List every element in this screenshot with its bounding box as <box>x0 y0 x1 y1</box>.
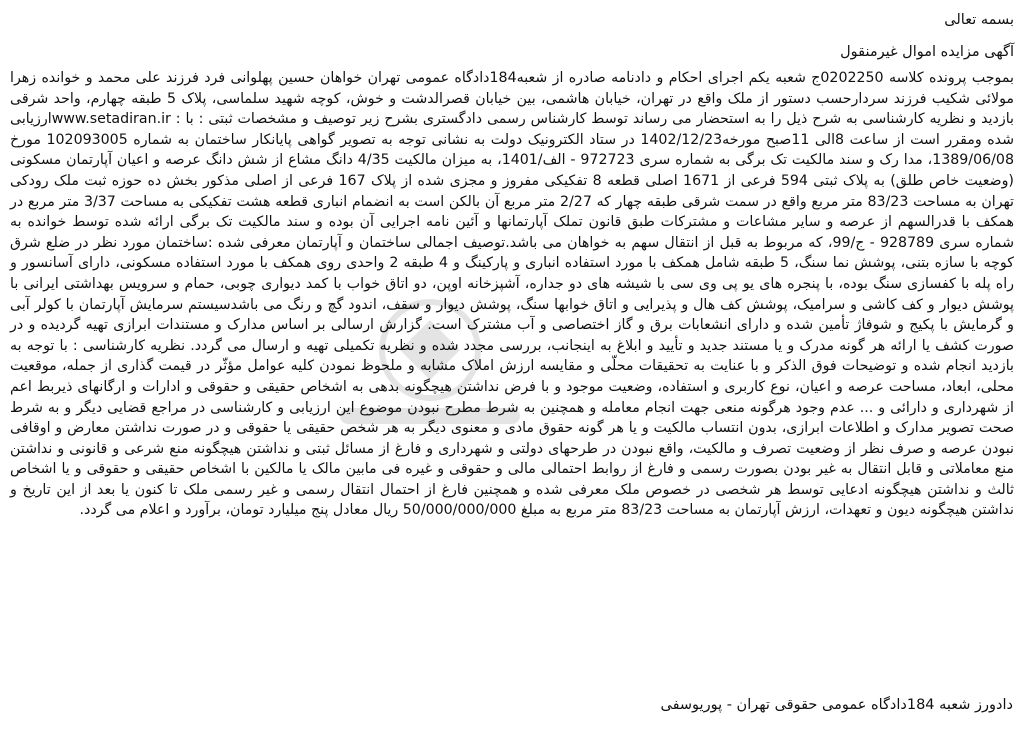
header-basmala: بسمه تعالی <box>944 12 1014 28</box>
notice-title: آگهی مزایده اموال غیرمنقول <box>840 44 1014 60</box>
signature-line: دادورز شعبه 184دادگاه عمومی حقوقی تهران - پوریوسفی <box>660 697 1013 713</box>
notice-body: بموجب پرونده کلاسه 0202250ج شعبه یکم اجرای احکام و دادنامه صادره از شعبه184دادگاه عمومی تهران خواهان حسین پهلوانی فرد فرزند علی محمد و خوانده زهرا مولائی شکیب فرزند سردارحسب دستور از ملک واقع در تهران، خیابان هاشمی، بین خیابان قصرالدشت و خوش، کوچه شهید سلماسی، پلاک 5 طبقه چهارم، واحد شرقی بازدید و نظریه کارشناسی به شرح ذیل را به استحضار می رساند توسط کارشناس رسمی دادگستری بشرح زیر توصیف و مشخصات ثبتی : با : www.setadiran.irارزیابی شده ومقرر است از ساعت 8الی 11صبح مورخه1402/12/23 در ستاد الکترونیک دولت به نشانی توجه به تصویر گواهی پایانکار ساختمان به شماره 102093005 مورخ 1389/06/08، مدا رک و سند مالکیت تک برگی به شماره سری 972723 - الف/1401، به میزان مالکیت 4/35 دانگ مشاع از شش دانگ عرصه و اعیان آپارتمان مسکونی (وضعیت خاص طلق) به پلاک ثبتی 594 فرعی از 1671 اصلی قطعه 8 تفکیکی مفروز و مجزی شده از پلاک 167 فرعی از اصلی مذکور بخش ده حوزه ثبت ملک رودکی تهران به مساحت 83/23 متر مربع واقع در سمت شرقی طبقه چهار که 2/27 متر مربع آن بالکن است به انضمام انباری قطعه هشت تفکیکی به مساحت 3/37 متر مربع در همکف با قدرالسهم از عرصه و سایر مشاعات و مشترکات طبق قانون تملک آپارتمانها و آئین نامه اجرایی آن بوده و سند مالکیت تک برگی ارائه شده توسط خوانده به شماره سری 928789 - ج/99، که مربوط به قبل از انتقال سهم به خواهان می باشد.توصیف اجمالی ساختمان و آپارتمان معرفی شده :ساختمان مورد نظر در ضلع شرق کوچه با سازه بتنی، پوشش نما سنگ، 5 طبقه شامل همکف با مورد استفاده انباری و پارکینگ و 4 طبقه 2 واحدی روی همکف با مورد استفاده مسکونی، دارای آسانسور و راه پله با کفسازی سنگ بوده، با پنجره های یو پی وی سی با شیشه های دو جداره، آشپزخانه اوپن، دو اتاق خواب با کمد دیواری چوبی، حمام و سرویس بهداشتی ایرانی با پوشش دیوار و کف کاشی و سرامیک، پوشش کف هال و پذیرایی و اتاق خوابها سنگ، پوشش دیوار و سقف، اندود گچ و رنگ می باشدسیستم سرمایش آپارتمان با کولر آبی و گرمایش با پکیج و شوفاژ تأمین شده و دارای انشعابات برق و گاز اختصاصی و آب مشترک است. گزارش ارسالی بر اساس مدارک و مستندات ابرازی تهیه گردیده و در صورت کشف یا ارائه هر گونه مدرک و یا مستند جدید و تأیید و ابلاغ به اینجانب، بررسی مجدد شده و نظریه تکمیلی تهیه و ارسال می گردد. نظریه کارشناسی : با توجه به بازدید انجام شده و توضیحات فوق الذکر و با عنایت به تحقیقات محلّی و مقایسه ارزش املاک مشابه و ملحوظ نمودن کلیه عوامل مؤثّر در قیمت گذاری از جمله، موقعیت محلی، ابعاد، مساحت عرصه و اعیان، نوع کاربری و استفاده، وضعیت موجود و با فرض نداشتن هیچگونه بدهی به اشخاص حقیقی و حقوقی و ادارات و ارگانهای ذیربط اعم از شهرداری و دارائی و ... عدم وجود هرگونه منعی جهت انجام معامله و همچنین به شرط مطرح نبودن موضوع این ارزیابی و کارشناسی در مراجع قضایی دیگر و به شرط صحت تصویر مدارک و اطلاعات ابرازی، بدون انتساب مالکیت و یا هر گونه حقوق مادی و معنوی دیگر به هر شخص حقیقی یا حقوقی و در صورت نداشتن معارض و اوقافی نبودن عرصه و صرف نظر از وضعیت تصرف و مالکیت، واقع نبودن در طرحهای دولتی و شهرداری و فارغ از مسائل ثبتی و نداشتن هیچگونه منع شرعی و قانونی و نداشتن منع معاملاتی و قابل انتقال به غیر بودن بصورت رسمی و فارغ از روابط احتمالی مالی و حقوقی و غیره فی مابین مالک یا مالکین با اشخاص حقیقی و حقوقی و یا اشخاص ثالث و نداشتن هیچگونه ادعایی توسط هر شخصی در خصوص ملک معرفی شده و همچنین فارغ از احتمال انتقال رسمی و غیر رسمی ملک تا کنون یا بعد از این تاریخ و نداشتن هیچگونه دیون و تعهدات، ارزش آپارتمان به مساحت 83/23 متر مربع به مبلغ 50/000/000/000 ریال معادل پنج میلیارد تومان، برآورد و اعلام می گردد. <box>10 70 1015 519</box>
